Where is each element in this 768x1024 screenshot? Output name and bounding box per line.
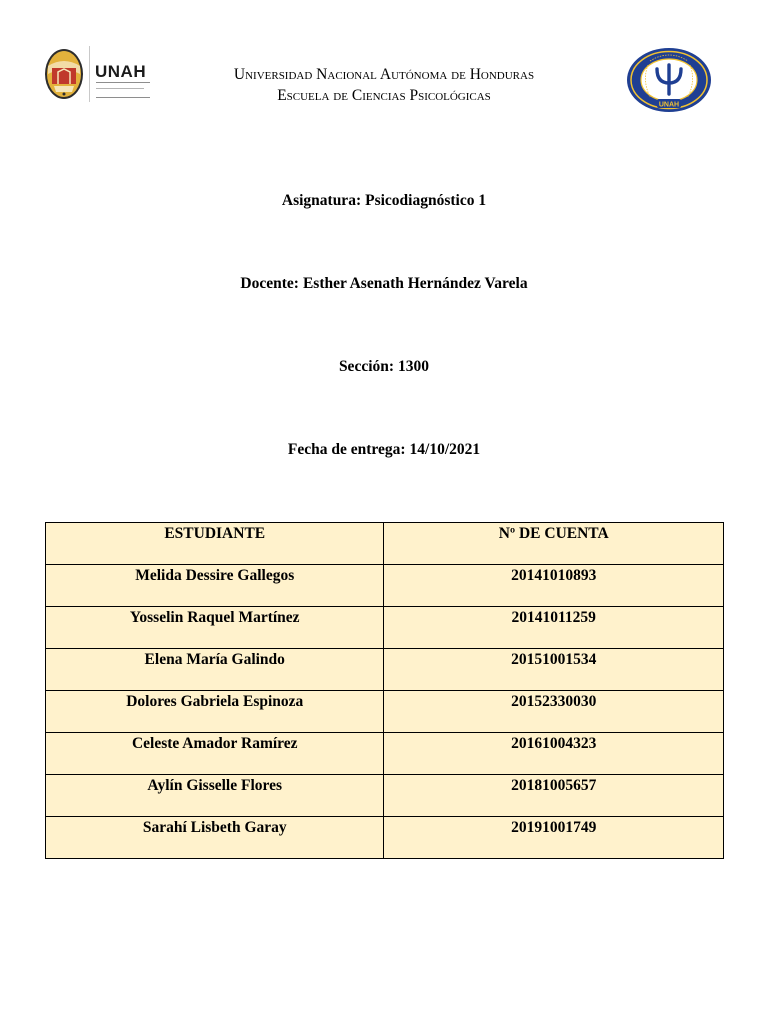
university-name: Universidad Nacional Autónoma de Honduras <box>233 66 535 83</box>
subject-label: Asignatura: <box>281 192 362 209</box>
account-number-cell: 20191001749 <box>384 817 724 859</box>
teacher-line <box>0 275 768 293</box>
school-name: Escuela de Ciencias Psicológicas <box>277 87 491 104</box>
header-student: ESTUDIANTE <box>46 523 384 565</box>
teacher-value: Esther Asenath Hernández Varela <box>302 275 528 292</box>
psi-emblem-icon <box>626 47 712 113</box>
section-value: 1300 <box>398 358 430 375</box>
table-row <box>46 733 724 775</box>
subject-line <box>0 192 768 210</box>
student-name-cell: Yosselin Raquel Martínez <box>46 607 384 649</box>
unah-logo <box>40 44 152 104</box>
student-name-cell: Dolores Gabriela Espinoza <box>46 691 384 733</box>
student-name-cell: Elena María Galindo <box>46 649 384 691</box>
account-number-cell: 20141010893 <box>384 565 724 607</box>
due-date-label: Fecha de entrega: <box>287 441 406 458</box>
students-table <box>45 522 724 859</box>
table-row <box>46 817 724 859</box>
unah-lettering-lines <box>96 82 150 98</box>
student-name-cell: Sarahí Lisbeth Garay <box>46 817 384 859</box>
section-line <box>0 358 768 376</box>
table-row <box>46 775 724 817</box>
table-header-row <box>46 523 724 565</box>
student-name-cell: Melida Dessire Gallegos <box>46 565 384 607</box>
due-date-line <box>0 441 768 459</box>
student-name-cell: Celeste Amador Ramírez <box>46 733 384 775</box>
header-titles <box>160 64 608 106</box>
logo-divider <box>89 46 90 102</box>
header-account: Nº DE CUENTA <box>384 523 724 565</box>
table-row <box>46 649 724 691</box>
subject-value: Psicodiagnóstico 1 <box>365 192 487 209</box>
account-number-cell: 20141011259 <box>384 607 724 649</box>
table-row <box>46 565 724 607</box>
account-number-cell: 20152330030 <box>384 691 724 733</box>
emblem-inner-text: UNAH <box>658 101 680 109</box>
table-row <box>46 691 724 733</box>
unah-seal-icon <box>44 48 84 100</box>
account-number-cell: 20181005657 <box>384 775 724 817</box>
due-date-value: 14/10/2021 <box>409 441 481 458</box>
teacher-label: Docente: <box>240 275 299 292</box>
student-name-cell: Aylín Gisselle Flores <box>46 775 384 817</box>
section-label: Sección: <box>338 358 395 375</box>
account-number-cell: 20161004323 <box>384 733 724 775</box>
account-number-cell: 20151001534 <box>384 649 724 691</box>
table-row <box>46 607 724 649</box>
unah-wordmark: UNAH <box>95 62 147 81</box>
